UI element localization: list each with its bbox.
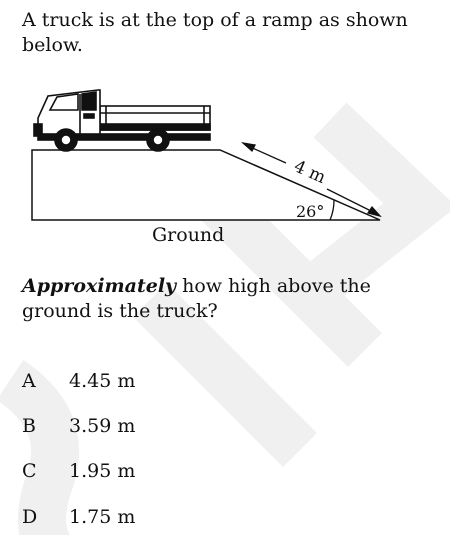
question-emphasis: Approximately xyxy=(22,275,177,297)
option-letter: A xyxy=(22,370,36,392)
option-letter: D xyxy=(22,506,38,528)
angle-label: 26° xyxy=(296,202,325,221)
option-d[interactable] xyxy=(22,506,135,528)
option-value: 1.75 m xyxy=(69,506,136,528)
truck-icon xyxy=(34,90,210,151)
option-b[interactable] xyxy=(22,415,135,437)
option-value: 3.59 m xyxy=(69,415,136,437)
option-value: 1.95 m xyxy=(69,460,136,482)
slope-length-label: 4 m xyxy=(290,156,329,188)
option-a[interactable] xyxy=(22,370,135,392)
ramp-diagram xyxy=(0,80,450,250)
option-c[interactable] xyxy=(22,460,135,482)
intro-text: A truck is at the top of a ramp as shown below. xyxy=(22,9,408,56)
ground-label: Ground xyxy=(152,224,225,246)
question-text xyxy=(22,274,422,324)
option-value: 4.45 m xyxy=(69,370,136,392)
option-letter: C xyxy=(22,460,37,482)
platform-outline xyxy=(32,150,380,220)
option-letter: B xyxy=(22,415,36,437)
question-rest: how high above the ground is the truck? xyxy=(22,275,371,322)
